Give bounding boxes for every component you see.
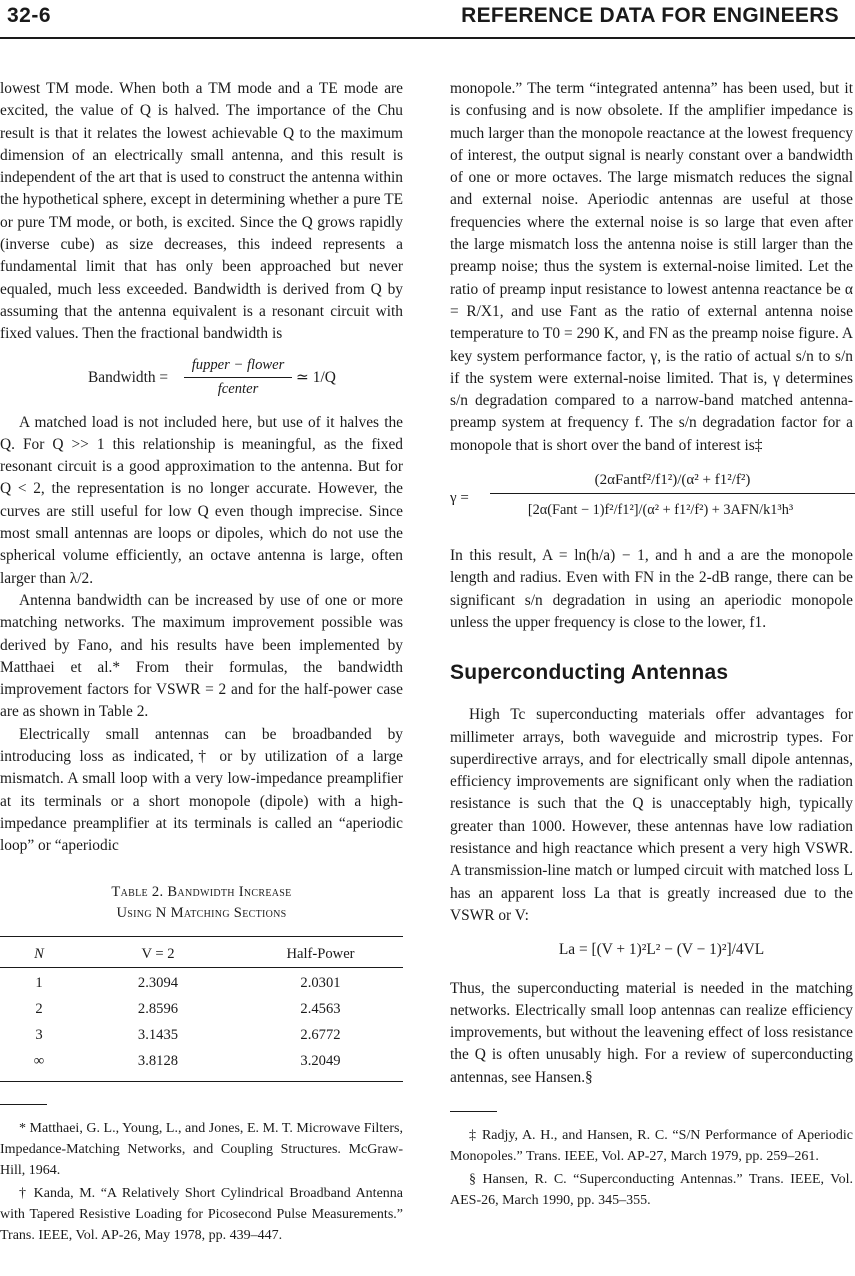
table-row: [0, 1024, 403, 1050]
equation-lhs: Bandwidth =: [88, 368, 169, 386]
body-paragraph: monopole.” The term “integrated antenna” has been used, but it is confusing and is now obsolete. If the amplifier impedance is much larger than the monopole reactance at the lowest frequency of interest, the output signal is nearly constant over a bandwidth of one or more octaves. The large mismatch reduces the signal and external noise. Aperiodic antennas are useful at those frequencies where the external noise is so large that even after the large mismatch loss the antenna noise is still larger than the preamp noise; thus the system is external-noise limited. Let the ratio of preamp input resistance to lowest antenna reactance be α = R/X1, and use Fant as the ratio of external antenna noise temperature to T0 = 290 K, and FN as the preamp noise figure. A key system performance factor, γ, is the ratio of actual s/n to s/n if the system were external-noise limited. That is, γ determines s/n degradation compared to a narrow-band matched antenna-preamp system at frequency f. The s/n degradation factor for a monopole that is short over the band of interest is‡: [450, 80, 853, 454]
table-cell: 3.8128: [78, 1050, 238, 1082]
table-cell: 3.2049: [238, 1050, 403, 1082]
table-row: [0, 1050, 403, 1082]
table-2: [0, 882, 403, 1082]
column-header: V = 2: [78, 936, 238, 967]
table-cell: 2.6772: [300, 1026, 341, 1043]
body-paragraph: In this result, A = ln(h/a) − 1, and h and a are the monopole length and radius. Even with FN in the 2-dB range, there can be significant s/n degradation in using an aperiodic monopole unless the upper frequency is close to the lower, f1.: [450, 547, 853, 631]
bandwidth-table: [0, 936, 403, 1082]
table-title-line-1: Table 2. Bandwidth Increase: [111, 883, 292, 900]
running-title: REFERENCE DATA FOR ENGINEERS: [461, 4, 839, 27]
table-cell: 2.4563: [300, 1000, 341, 1017]
apparent-loss-equation: La = [(V + 1)²L² − (V − 1)²]/4VL: [558, 941, 765, 959]
column-header: N: [0, 936, 78, 967]
table-cell: ∞: [0, 1050, 78, 1082]
equation-denominator: fcenter: [217, 380, 259, 397]
equation-lhs: γ =: [450, 490, 469, 507]
table-cell: 2.0301: [300, 974, 341, 991]
header-rule: [0, 37, 855, 39]
body-paragraph: A matched load is not included here, but use of it halves the Q. For Q >> 1 this relationship is meaningful, as the fixed resonant circuit is a good approximation to the antenna. But for Q < 2, the representation is no longer accurate. However, the curves are still useful for low Q even though imprecise. Since most small antennas are loops or dipoles, which do not use the spherical volume efficiently, an octave antenna is large, often larger than λ/2.: [0, 413, 403, 587]
section-heading: Superconducting Antennas: [450, 661, 729, 685]
page-number: 32-6: [7, 4, 52, 27]
table-cell: 1: [35, 974, 43, 991]
bandwidth-equation: [0, 354, 403, 402]
footnote: ‡ Radjy, A. H., and Hansen, R. C. “S/N Performance of Aperiodic Monopoles.” Trans. IEEE, Vol. AP-27, March 1979, pp. 259–261.: [450, 1127, 853, 1165]
body-paragraph: Electrically small antennas can be broadbanded by introducing loss as indicated,† or by utilization of a large mismatch. A small loop with a very low-impedance preamplifier at its terminals or a short monopole (dipole) with a high-impedance preamplifier at its terminals is called an “aperiodic loop” or “aperiodic: [0, 725, 403, 855]
gamma-equation: [450, 469, 853, 529]
table-cell: 3: [35, 1026, 43, 1043]
table-cell: 3.1435: [137, 1026, 179, 1043]
footnote-rule: [450, 1111, 497, 1112]
body-paragraph: High Tc superconducting materials offer advantages for millimeter arrays, both waveguide and microstrip types. For superdirective arrays, and for electrically small dipole antennas, efficiency improvements are significant only when the radiation resistance is such that the Q is unacceptably high, typically greater than 1000. However, these antennas have low radiation resistance and high reactance which present a very high VSWR. A transmission-line match or lumped circuit with matched loss L has an apparent loss La that is greatly increased due to the VSWR or V:: [450, 706, 853, 924]
footnote: § Hansen, R. C. “Superconducting Antennas.” Trans. IEEE, Vol. AES-26, March 1990, pp. 345–355.: [450, 1171, 853, 1208]
equation-rhs: ≃ 1/Q: [296, 368, 336, 386]
left-column: [0, 78, 403, 1247]
table-title-line-2: Using N Matching Sections: [116, 904, 287, 921]
footnote-rule: [0, 1104, 47, 1105]
body-paragraph: lowest TM mode. When both a TM mode and a TE mode are excited, the value of Q is halved. The importance of the Chu result is that it relates the lowest achievable Q to the maximum dimension of an electrically small antenna, and this result is independent of the art that is used to construct the antenna within the hypothetical sphere, except in determining whether a pure TE or pure TM mode, or both, is excited. Since the Q grows rapidly (inverse cube) as size decreases, this indeed represents a fundamental limit that has only been approached but never equaled, much less exceeded. Bandwidth is derived from Q by assuming that the antenna equivalent is a resonant circuit with fixed values. Then the fractional bandwidth is: [0, 80, 403, 343]
footnote: † Kanda, M. “A Relatively Short Cylindrical Broadband Antenna with Tapered Resistive Loading for Picosecond Pulse Measurements.” Trans. IEEE, Vol. AP-26, May 1978, pp. 439–447.: [0, 1185, 403, 1244]
right-column: [450, 78, 853, 1211]
body-paragraph: Antenna bandwidth can be increased by use of one or more matching networks. The maximum improvement possible was derived by Fano, and his results have been implemented by Matthaei et al.* From their formulas, the bandwidth improvement factors for VSWR = 2 and for the half-power case are as shown in Table 2.: [0, 591, 403, 721]
table-cell: 2: [35, 1000, 43, 1017]
equation-denominator: [2α(Fant − 1)f²/f1²]/(α² + f1²/f²) + 3AFN/k1³h³: [527, 502, 794, 519]
footnote: * Matthaei, G. L., Young, L., and Jones, E. M. T. Microwave Filters, Impedance-Matching Networks, and Coupling Structures. McGraw-Hill, 1964.: [0, 1120, 403, 1179]
equation-numerator: (2αFantf²/f1²)/(α² + f1²/f²): [490, 469, 855, 494]
body-paragraph: Thus, the superconducting material is needed in the matching networks. Electrically small loop antennas can realize efficiency improvements, but without the leavening effect of loss resistance the Q is often unusably high. For a review of superconducting antennas, see Hansen.§: [450, 979, 853, 1086]
table-row: [0, 967, 403, 998]
table-header-row: [0, 936, 403, 967]
table-cell: 2.8596: [137, 1000, 179, 1017]
table-row: [0, 998, 403, 1024]
equation-numerator: fupper − flower: [184, 354, 292, 378]
column-header: Half-Power: [238, 936, 403, 967]
table-cell: 2.3094: [137, 974, 179, 991]
equation-fraction: [184, 354, 292, 401]
page-header: [0, 0, 855, 46]
